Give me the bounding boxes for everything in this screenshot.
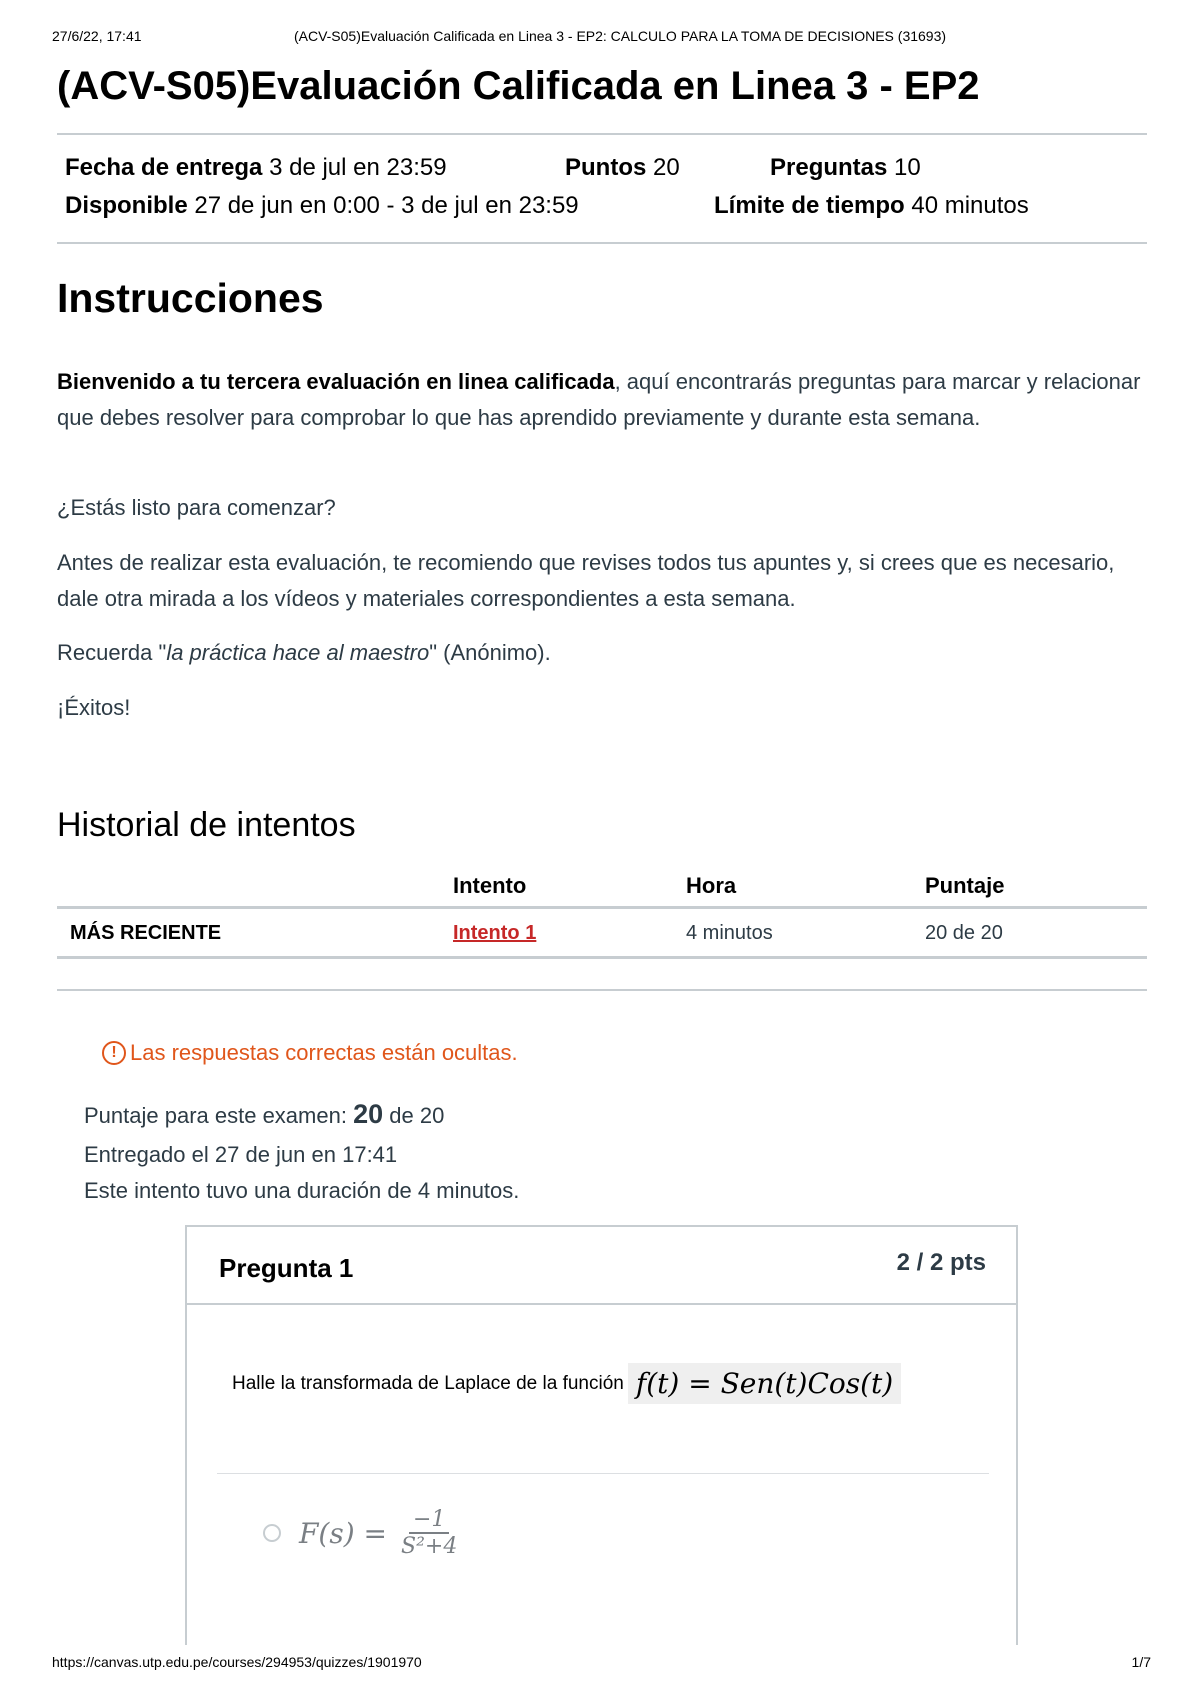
question-prompt: Halle la transformada de Laplace de la función [232, 1372, 624, 1394]
time-limit-value: 40 minutos [911, 192, 1029, 219]
question-text [232, 1363, 901, 1404]
footer-url: https://canvas.utp.edu.pe/courses/294953/quizzes/1901970 [52, 1654, 422, 1670]
score-prefix: Puntaje para este examen: [84, 1103, 347, 1128]
footer-page-number: 1/7 [1131, 1654, 1151, 1670]
score-suffix: de 20 [389, 1103, 445, 1128]
available-value: 27 de jun en 0:00 - 3 de jul en 23:59 [194, 192, 579, 219]
option-fraction [397, 1507, 461, 1559]
attempt-score: 20 de 20 [925, 922, 1003, 944]
attempt-link[interactable]: Intento 1 [453, 922, 537, 944]
time-limit-label: Límite de tiempo [714, 192, 905, 219]
due-value: 3 de jul en 23:59 [269, 154, 447, 181]
question-formula: f(t) = Sen(t)Cos(t) [628, 1363, 901, 1404]
quote-prefix: Recuerda " [57, 640, 167, 665]
table-row-divider [57, 956, 1147, 959]
page-title: (ACV-S05)Evaluación Calificada en Linea 3 - EP2 [57, 64, 980, 108]
instructions-quote [57, 635, 1147, 671]
due-label: Fecha de entrega [65, 154, 263, 181]
option-denominator: S²+4 [401, 1534, 458, 1559]
attempt-time: 4 minutos [686, 922, 773, 944]
column-header-time: Hora [686, 873, 737, 898]
option-formula [299, 1507, 461, 1559]
answer-option[interactable] [263, 1507, 461, 1559]
warning-icon: ! [102, 1041, 126, 1065]
question-card [185, 1225, 1018, 1645]
questions-label: Preguntas [770, 154, 888, 181]
points-label: Puntos [565, 154, 647, 181]
print-header [0, 28, 1200, 48]
instructions-advice: Antes de realizar esta evaluación, te recomiendo que revises todos tus apuntes y, si crees que es necesario, dale otra mirada a los vídeos y materiales correspondientes a esta semana. [57, 550, 1115, 611]
table-header-divider [57, 906, 1147, 909]
intro-rest: , aquí encontrarás preguntas para marcar y relacionar que debes resolver para comprobar lo que has aprendido previamente y durante esta semana. [57, 369, 1141, 430]
instructions-ready: ¿Estás listo para comenzar? [57, 495, 336, 520]
option-lhs: F(s) = [299, 1516, 388, 1550]
row-label: MÁS RECIENTE [70, 922, 222, 944]
option-numerator: −1 [409, 1507, 449, 1534]
submitted-at: Entregado el 27 de jun en 17:41 [84, 1142, 398, 1167]
quote-italic: la práctica hace al maestro [166, 640, 430, 665]
questions-value: 10 [894, 154, 921, 181]
question-title: Pregunta 1 [219, 1253, 354, 1283]
print-date: 27/6/22, 17:41 [52, 28, 142, 44]
intro-bold: Bienvenido a tu tercera evaluación en linea calificada [57, 369, 615, 394]
column-header-score: Puntaje [925, 873, 1005, 898]
history-heading: Historial de intentos [57, 806, 356, 844]
time-limit [714, 192, 1029, 220]
points-value: 20 [653, 154, 680, 181]
score-value: 20 [353, 1099, 384, 1129]
question-points: 2 / 2 pts [896, 1249, 986, 1276]
attempt-duration: Este intento tuvo una duración de 4 minutos. [84, 1178, 520, 1203]
question-separator [217, 1473, 989, 1474]
print-title: (ACV-S05)Evaluación Calificada en Linea 3 - EP2: CALCULO PARA LA TOMA DE DECISIONES (31693) [293, 28, 947, 44]
availability [65, 192, 579, 220]
question-header [187, 1227, 1016, 1305]
exam-score [84, 1099, 444, 1130]
column-header-attempt: Intento [453, 873, 527, 898]
radio-button[interactable] [263, 1524, 281, 1542]
alert-text: Las respuestas correctas están ocultas. [130, 1040, 518, 1065]
hidden-answers-alert [102, 1040, 518, 1066]
instructions-intro [57, 364, 1147, 436]
due-date [65, 154, 447, 182]
divider [57, 989, 1147, 991]
instructions-closing: ¡Éxitos! [57, 695, 131, 720]
points [565, 154, 680, 182]
questions-count [770, 154, 921, 182]
instructions-heading: Instrucciones [57, 275, 324, 321]
divider [57, 133, 1147, 135]
quote-suffix: " (Anónimo). [429, 640, 551, 665]
available-label: Disponible [65, 192, 188, 219]
divider [57, 242, 1147, 244]
